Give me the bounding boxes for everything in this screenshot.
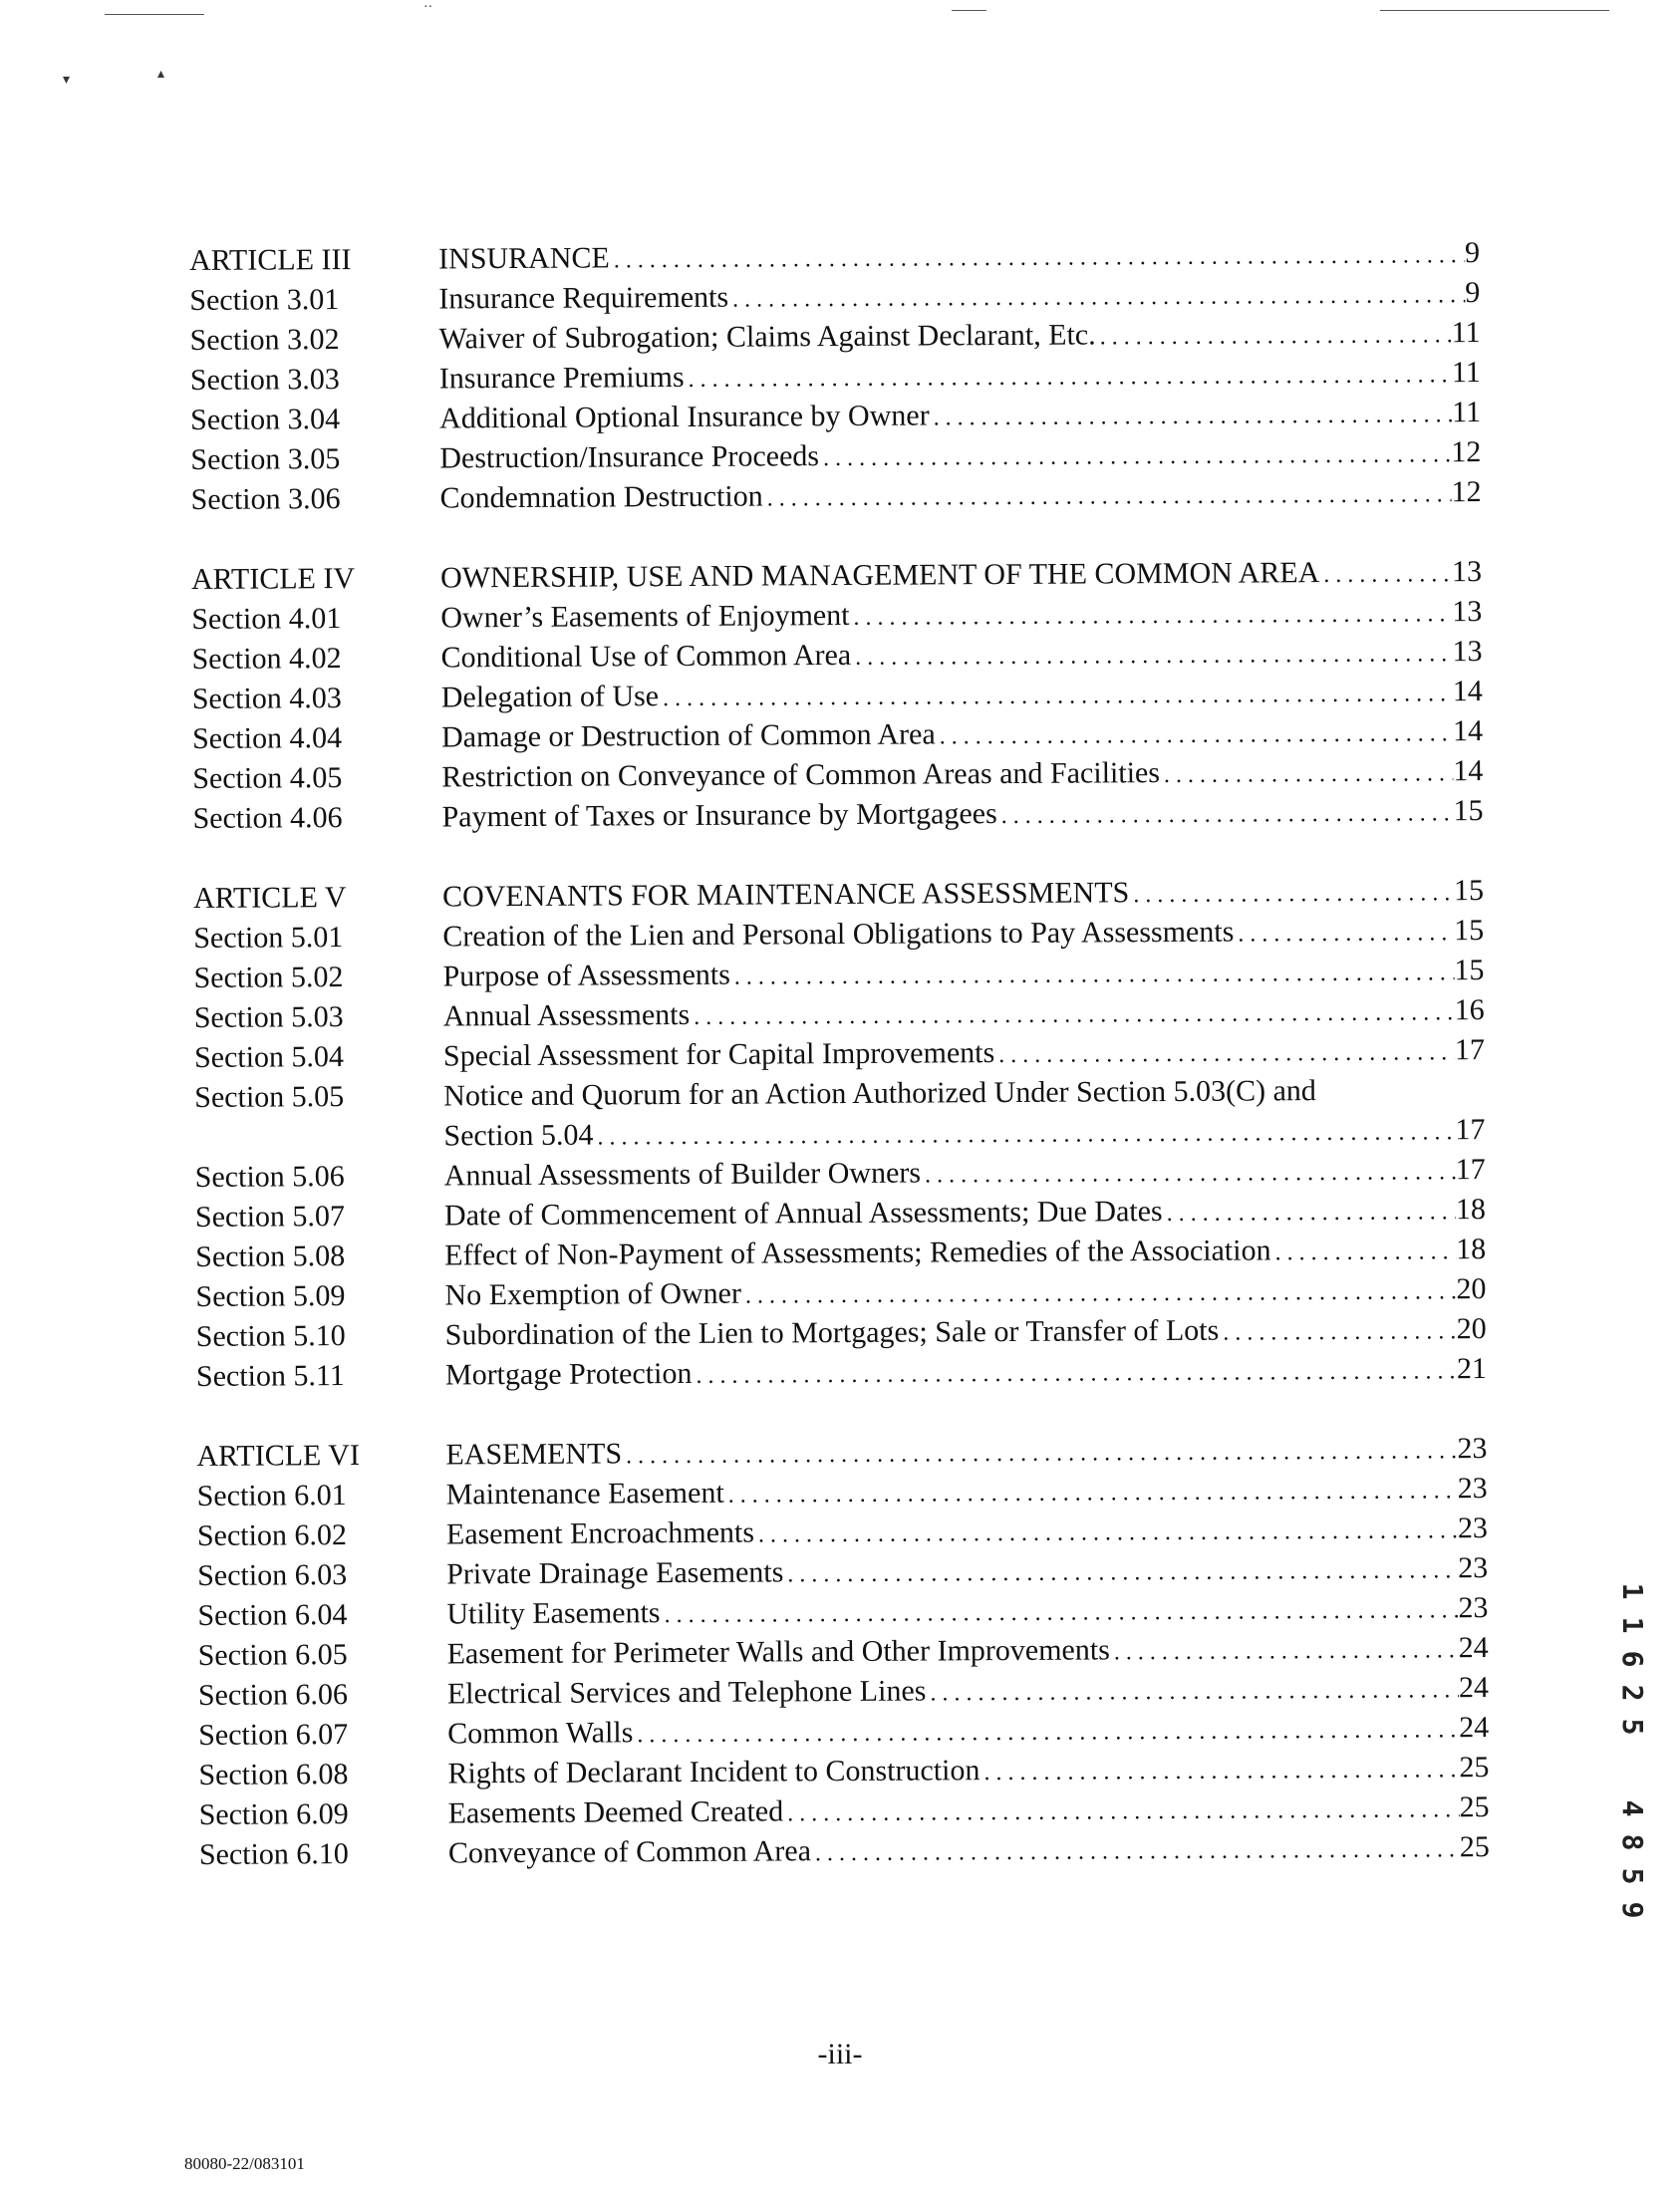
toc-label: Section 6.04: [197, 1598, 348, 1632]
toc-title: Annual Assessments of Builder Owners: [443, 1156, 922, 1193]
stamp-digit: 1: [1616, 1616, 1649, 1634]
toc-label: Section 5.01: [193, 921, 344, 955]
stamp-digit: 8: [1616, 1833, 1649, 1851]
toc-label: Section 4.05: [192, 761, 343, 795]
toc-label: Section 3.06: [190, 482, 341, 516]
toc-page-number: 17: [1454, 1033, 1486, 1067]
toc-page-number: 13: [1451, 555, 1483, 589]
toc-label: Section 4.02: [191, 642, 342, 676]
toc-title: Additional Optional Insurance by Owner: [438, 399, 930, 435]
toc-title: Private Drainage Easements: [446, 1555, 784, 1591]
article-block: [196, 1429, 1490, 1875]
toc-title: Destruction/Insurance Proceeds: [439, 439, 820, 475]
toc-page-number: 23: [1457, 1432, 1488, 1466]
dot-leader: [851, 634, 1453, 678]
toc-label: Section 5.11: [195, 1359, 345, 1393]
section-row: [199, 1827, 1490, 1875]
toc-label: Section 6.08: [198, 1758, 349, 1791]
toc-label: Section 5.09: [195, 1279, 346, 1313]
dot-leader: [1096, 315, 1452, 357]
toc-label: [195, 1145, 444, 1147]
dot-leader: [819, 434, 1452, 478]
dot-leader: [783, 1789, 1460, 1833]
stamp-digit: 6: [1616, 1650, 1649, 1668]
toc-label: Section 5.04: [193, 1040, 345, 1074]
toc-title: Restriction on Conveyance of Common Areas and Facilities: [441, 756, 1161, 794]
page-number: -iii-: [817, 2038, 863, 2070]
toc-label: Section 5.10: [195, 1319, 346, 1353]
dot-leader: [1319, 554, 1452, 595]
toc-title: Mortgage Protection: [444, 1356, 693, 1392]
toc-label: Section 5.05: [194, 1080, 345, 1114]
article-block: [189, 233, 1482, 520]
stamp-digit: 5: [1616, 1718, 1649, 1736]
dot-leader: [997, 793, 1454, 836]
section-row: [196, 1349, 1487, 1397]
toc-label: ARTICLE VI: [196, 1438, 361, 1473]
toc-page-number: 23: [1457, 1512, 1489, 1545]
toc-label: Section 5.06: [194, 1160, 345, 1194]
toc-page-number: 24: [1458, 1671, 1489, 1705]
dot-leader: [926, 1670, 1459, 1713]
toc-title: Insurance Requirements: [438, 280, 729, 316]
toc-page-number: 15: [1454, 954, 1485, 987]
toc-title: COVENANTS FOR MAINTENANCE ASSESSMENTS: [441, 876, 1130, 914]
toc-entry: [443, 1070, 1485, 1116]
article-block: [191, 552, 1484, 839]
toc-title: Easements Deemed Created: [447, 1794, 784, 1830]
dot-leader: [763, 474, 1452, 518]
toc-label: Section 5.02: [193, 961, 344, 994]
toc-entry: [445, 1349, 1487, 1397]
toc-title: Owner’s Easements of Enjoyment: [440, 598, 850, 635]
toc-title: Conditional Use of Common Area: [440, 638, 852, 675]
toc-page-number: 14: [1452, 675, 1483, 708]
dot-leader: [849, 594, 1452, 638]
toc-entry: [448, 1827, 1490, 1875]
toc-page-number: 18: [1456, 1233, 1487, 1266]
toc-page-number: 23: [1458, 1551, 1489, 1585]
toc-title: Effect of Non-Payment of Assessments; Remedies of the Association: [444, 1234, 1271, 1272]
dot-leader: [1110, 1630, 1459, 1672]
toc-title: Utility Easements: [446, 1596, 661, 1631]
toc-page-number: 20: [1456, 1272, 1487, 1306]
toc-title: Rights of Declarant Incident to Construction: [447, 1754, 980, 1790]
toc-page-number: 24: [1459, 1711, 1490, 1745]
stamp-digit: 4: [1616, 1799, 1649, 1817]
toc-title: Payment of Taxes or Insurance by Mortgagees: [441, 797, 997, 834]
scan-artifact-line: [1380, 10, 1609, 11]
toc-label: Section 3.04: [189, 403, 341, 436]
toc-label: Section 3.01: [189, 283, 340, 317]
toc-page-number: 13: [1452, 635, 1483, 669]
toc-title: Common Walls: [447, 1716, 634, 1751]
toc-entry: [441, 791, 1483, 839]
toc-title: Date of Commencement of Annual Assessments; Due Dates: [443, 1195, 1163, 1233]
toc-page-number: 20: [1456, 1312, 1487, 1346]
scan-artifact-line: [105, 14, 204, 15]
toc-title: No Exemption of Owner: [444, 1276, 742, 1312]
toc-label: Section 6.07: [198, 1718, 349, 1752]
toc-title: Purpose of Assessments: [442, 958, 730, 993]
dot-leader: [936, 713, 1454, 756]
toc-label: Section 5.07: [194, 1200, 346, 1234]
dot-leader: [930, 395, 1453, 437]
toc-page-number: 14: [1452, 714, 1484, 748]
toc-page-number: 23: [1457, 1472, 1488, 1506]
toc-title: Delegation of Use: [440, 680, 660, 714]
side-stamp-number: [1612, 1574, 1652, 1927]
toc-title: INSURANCE: [438, 241, 610, 276]
toc-label: Section 4.03: [191, 682, 342, 715]
dot-leader: [783, 1550, 1458, 1594]
scan-artifact-mark: ··: [423, 0, 433, 15]
toc-page-number: 21: [1456, 1352, 1488, 1386]
toc-page-number: 9: [1464, 236, 1481, 270]
toc-page-number: 11: [1451, 316, 1481, 350]
dot-leader: [811, 1829, 1460, 1873]
toc-label: Section 3.02: [189, 323, 340, 357]
toc-page-number: 23: [1458, 1591, 1489, 1625]
article-block: [193, 871, 1487, 1397]
toc-label: Section 5.08: [195, 1239, 346, 1273]
toc-label: Section 6.01: [196, 1479, 347, 1513]
toc-label: Section 3.03: [189, 363, 340, 397]
toc-page-number: 15: [1454, 914, 1485, 948]
toc-page-number: 12: [1451, 475, 1482, 509]
toc-label: Section 6.06: [197, 1678, 349, 1712]
document-code: 80080-22/083101: [184, 2154, 305, 2173]
toc-title: OWNERSHIP, USE AND MANAGEMENT OF THE COMMON AREA: [439, 556, 1320, 595]
toc-page-number: 15: [1453, 794, 1484, 828]
dot-leader: [921, 1152, 1456, 1195]
scan-artifact-mark: ▾: [63, 73, 71, 88]
toc-label: Section 4.06: [192, 801, 343, 835]
stamp-digit: 9: [1616, 1901, 1649, 1919]
stamp-digit: 2: [1616, 1684, 1649, 1702]
toc-page-number: 15: [1453, 874, 1485, 908]
toc-label: ARTICLE IV: [190, 561, 356, 596]
toc-page-number: 25: [1459, 1790, 1490, 1824]
toc-title: Subordination of the Lien to Mortgages; Sale or Transfer of Lots: [444, 1313, 1220, 1352]
toc-title: Section 5.04: [443, 1118, 594, 1153]
toc-title: Condemnation Destruction: [439, 479, 763, 515]
dot-leader: [1160, 753, 1454, 795]
dot-leader: [692, 1351, 1457, 1396]
toc-label: Section 3.05: [190, 442, 341, 476]
toc-title: Electrical Services and Telephone Lines: [446, 1674, 927, 1711]
toc-title: Waiver of Subrogation; Claims Against Declarant, Etc.: [438, 318, 1096, 356]
toc-label: Section 5.03: [193, 1000, 344, 1034]
toc-page-number: 11: [1451, 356, 1481, 390]
dot-leader: [1219, 1311, 1457, 1352]
dot-leader: [1129, 873, 1454, 915]
toc-label: Section 6.03: [197, 1558, 348, 1592]
toc-title: Conveyance of Common Area: [447, 1834, 812, 1870]
dot-leader: [1163, 1192, 1457, 1234]
toc-label: Section 6.10: [198, 1837, 349, 1871]
toc-label: Section 6.02: [196, 1518, 348, 1552]
toc-title: Maintenance Easement: [445, 1476, 724, 1512]
toc-page-number: 16: [1454, 993, 1485, 1027]
table-of-contents: [189, 233, 1490, 1915]
toc-page-number: 14: [1453, 754, 1484, 788]
toc-title: Easement for Perimeter Walls and Other Improvements: [446, 1633, 1110, 1671]
toc-title: Easement Encroachments: [445, 1515, 755, 1551]
toc-page-number: 13: [1452, 595, 1483, 629]
toc-title: EASEMENTS: [445, 1437, 623, 1472]
toc-label: Section 6.05: [197, 1638, 348, 1672]
toc-label: ARTICLE V: [192, 881, 347, 915]
dot-leader: [1270, 1232, 1456, 1272]
dot-leader: [994, 1032, 1455, 1075]
toc-label: ARTICLE III: [189, 243, 352, 277]
dot-leader: [1234, 913, 1454, 954]
toc-label: Section 6.09: [198, 1797, 349, 1831]
toc-page-number: 24: [1458, 1631, 1489, 1665]
toc-page-number: 25: [1459, 1830, 1490, 1864]
stamp-digit: 1: [1616, 1582, 1649, 1600]
toc-page-number: 17: [1455, 1153, 1486, 1187]
toc-page-number: 18: [1455, 1193, 1487, 1227]
toc-title: Special Assessment for Capital Improvements: [442, 1036, 995, 1073]
toc-title: Notice and Quorum for an Action Authorized Under Section 5.03(C) and: [443, 1074, 1316, 1113]
dot-leader: [980, 1750, 1459, 1792]
scan-artifact-mark: ▴: [157, 67, 165, 82]
toc-page-number: 11: [1452, 396, 1482, 429]
toc-title: Insurance Premiums: [438, 360, 685, 396]
toc-page-number: 9: [1465, 276, 1481, 310]
toc-entry: [439, 472, 1481, 520]
toc-title: Creation of the Lien and Personal Obligations to Pay Assessments: [442, 915, 1235, 954]
toc-title: Damage or Destruction of Common Area: [440, 717, 936, 754]
stamp-digit: 5: [1616, 1867, 1649, 1885]
toc-label: Section 4.01: [191, 602, 342, 636]
section-row: [192, 791, 1483, 839]
scan-artifact-line: [952, 10, 986, 11]
toc-label: Section 4.04: [191, 721, 343, 755]
toc-title: Annual Assessments: [442, 997, 691, 1033]
toc-page-number: 17: [1455, 1113, 1486, 1147]
toc-page-number: 12: [1451, 435, 1482, 469]
toc-page-number: 25: [1459, 1751, 1490, 1785]
section-row: [190, 472, 1481, 520]
